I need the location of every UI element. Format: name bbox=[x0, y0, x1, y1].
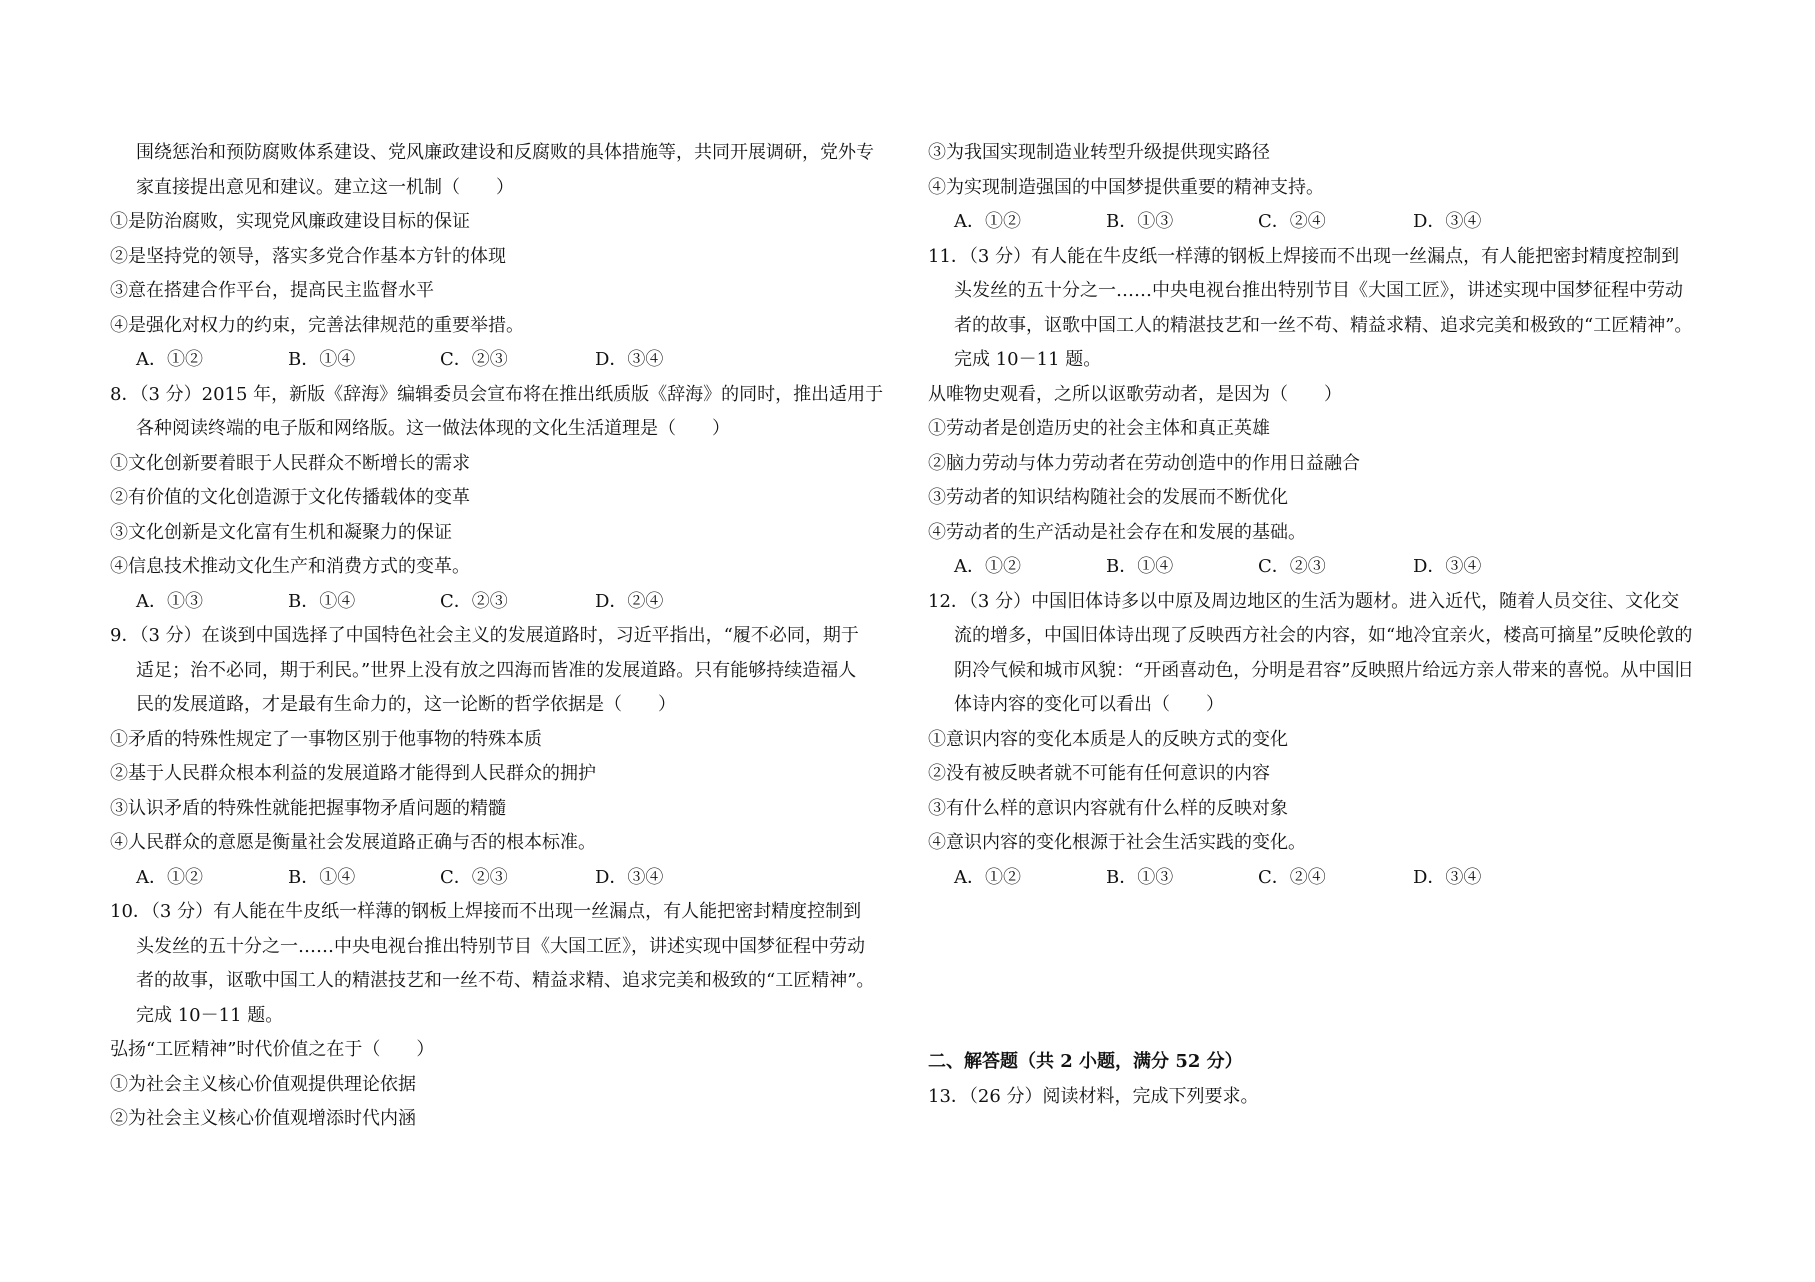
question-11-stem: 11．（3 分）有人能在牛皮纸一样薄的钢板上焊接而不出现一丝漏点，有人能把密封精度控制到 bbox=[928, 245, 1680, 267]
question-12-statement: ①意识内容的变化本质是人的反映方式的变化 bbox=[928, 728, 1288, 750]
question-11-text-line: 完成 10－11 题。 bbox=[954, 349, 1102, 370]
question-10-text-line: 者的故事，讴歌中国工人的精湛技艺和一丝不苟、精益求精、追求完美和极致的“工匠精神”。 bbox=[136, 970, 875, 991]
question-7-statement: ④是强化对权力的约束，完善法律规范的重要举措。 bbox=[110, 314, 524, 336]
question-8-statement: ④信息技术推动文化生产和消费方式的变革。 bbox=[110, 556, 470, 577]
question-12-text-line: 阴冷气候和城市风貌：“开函喜动色，分明是君容”反映照片给远方亲人带来的喜悦。从中国旧 bbox=[954, 659, 1693, 681]
question-12-stem: 12．（3 分）中国旧体诗多以中原及周边地区的生活为题材。进入近代，随着人员交往、文化交 bbox=[928, 590, 1680, 612]
section-gap bbox=[928, 895, 1718, 1045]
option-a: A．①③ bbox=[136, 590, 203, 612]
question-10-statement: ④为实现制造强国的中国梦提供重要的精神支持。 bbox=[928, 176, 1324, 198]
question-9-text-line: 适足；治不必同，期于利民。”世界上没有放之四海而皆准的发展道路。只有能够持续造福人 bbox=[136, 659, 857, 681]
option-a: A．①② bbox=[954, 556, 1021, 577]
option-d: D．③④ bbox=[595, 866, 664, 888]
question-11-prompt: 从唯物史观看，之所以讴歌劳动者，是因为（ ） bbox=[928, 383, 1342, 405]
question-9-text-line: 民的发展道路，才是最有生命力的，这一论断的哲学依据是（ ） bbox=[136, 694, 676, 715]
option-c: C．②④ bbox=[1258, 211, 1326, 232]
question-9-statement: ①矛盾的特殊性规定了一事物区别于他事物的特殊本质 bbox=[110, 728, 542, 750]
question-7-text-line: 家直接提出意见和建议。建立这一机制（ ） bbox=[136, 176, 514, 198]
option-a: A．①② bbox=[954, 866, 1021, 888]
option-b: B．①③ bbox=[1106, 866, 1174, 888]
option-a: A．①② bbox=[136, 866, 203, 888]
question-12-text-line: 流的增多，中国旧体诗出现了反映西方社会的内容，如“地冷宜亲火，楼高可摘星”反映伦敦的 bbox=[954, 625, 1693, 646]
question-9-statement: ④人民群众的意愿是衡量社会发展道路正确与否的根本标准。 bbox=[110, 832, 596, 853]
question-12-statement: ②没有被反映者就不可能有任何意识的内容 bbox=[928, 763, 1270, 784]
option-a: A．①② bbox=[136, 349, 203, 370]
option-b: B．①④ bbox=[288, 866, 356, 888]
question-12-options bbox=[928, 861, 1718, 896]
question-10-statement: ②为社会主义核心价值观增添时代内涵 bbox=[110, 1108, 416, 1129]
right-column bbox=[928, 136, 1718, 1114]
question-9-statement: ②基于人民群众根本利益的发展道路才能得到人民群众的拥护 bbox=[110, 763, 596, 784]
question-11-text-line: 头发丝的五十分之一……中央电视台推出特别节目《大国工匠》，讲述实现中国梦征程中劳动 bbox=[954, 280, 1683, 301]
question-10-text-line: 头发丝的五十分之一……中央电视台推出特别节目《大国工匠》，讲述实现中国梦征程中劳动 bbox=[136, 935, 865, 957]
question-7-text-line: 围绕惩治和预防腐败体系建设、党风廉政建设和反腐败的具体措施等，共同开展调研，党外专 bbox=[136, 142, 874, 163]
question-11-statement: ④劳动者的生产活动是社会存在和发展的基础。 bbox=[928, 521, 1306, 543]
question-11-options bbox=[928, 550, 1718, 585]
question-9-statement: ③认识矛盾的特殊性就能把握事物矛盾问题的精髓 bbox=[110, 797, 506, 819]
question-12-statement: ④意识内容的变化根源于社会生活实践的变化。 bbox=[928, 832, 1306, 853]
question-7-options bbox=[110, 343, 900, 378]
option-b: B．①③ bbox=[1106, 211, 1174, 232]
question-7-statement: ①是防治腐败，实现党风廉政建设目标的保证 bbox=[110, 211, 470, 232]
question-7-statement: ②是坚持党的领导，落实多党合作基本方针的体现 bbox=[110, 245, 506, 267]
question-12-statement: ③有什么样的意识内容就有什么样的反映对象 bbox=[928, 797, 1288, 819]
question-8-stem: 8．（3 分）2015 年，新版《辞海》编辑委员会宣布将在推出纸质版《辞海》的同时，推出适用于 bbox=[110, 383, 884, 405]
question-10-prompt: 弘扬“工匠精神”时代价值之在于（ ） bbox=[110, 1039, 435, 1060]
option-c: C．②③ bbox=[1258, 556, 1326, 577]
option-b: B．①④ bbox=[1106, 556, 1174, 577]
option-b: B．①④ bbox=[288, 349, 356, 370]
option-a: A．①② bbox=[954, 211, 1021, 232]
question-11-text-line: 者的故事，讴歌中国工人的精湛技艺和一丝不苟、精益求精、追求完美和极致的“工匠精神”。 bbox=[954, 314, 1693, 336]
question-10-options bbox=[928, 205, 1718, 240]
section-2-heading: 二、解答题（共 2 小题，满分 52 分） bbox=[928, 1051, 1243, 1072]
question-12-text-line: 体诗内容的变化可以看出（ ） bbox=[954, 694, 1224, 715]
option-d: D．③④ bbox=[1413, 866, 1482, 888]
question-8-text-line: 各种阅读终端的电子版和网络版。这一做法体现的文化生活道理是（ ） bbox=[136, 418, 730, 439]
question-10-statement: ①为社会主义核心价值观提供理论依据 bbox=[110, 1073, 416, 1095]
question-11-statement: ③劳动者的知识结构随社会的发展而不断优化 bbox=[928, 487, 1288, 508]
question-10-statement: ③为我国实现制造业转型升级提供现实路径 bbox=[928, 142, 1270, 163]
option-b: B．①④ bbox=[288, 590, 356, 612]
option-c: C．②③ bbox=[440, 349, 508, 370]
question-8-statement: ③文化创新是文化富有生机和凝聚力的保证 bbox=[110, 521, 452, 543]
question-11-statement: ①劳动者是创造历史的社会主体和真正英雄 bbox=[928, 418, 1270, 439]
option-d: D．③④ bbox=[1413, 556, 1482, 577]
option-c: C．②③ bbox=[440, 590, 508, 612]
option-d: D．③④ bbox=[1413, 211, 1482, 232]
question-10-stem: 10．（3 分）有人能在牛皮纸一样薄的钢板上焊接而不出现一丝漏点，有人能把密封精度控制到 bbox=[110, 901, 862, 922]
question-8-options bbox=[110, 585, 900, 620]
option-d: D．③④ bbox=[595, 349, 664, 370]
question-9-options bbox=[110, 861, 900, 896]
question-10-text-line: 完成 10－11 题。 bbox=[136, 1004, 284, 1026]
left-column bbox=[110, 136, 900, 1137]
question-9-stem: 9．（3 分）在谈到中国选择了中国特色社会主义的发展道路时，习近平指出，“履不必同，期于 bbox=[110, 625, 859, 646]
question-8-statement: ①文化创新要着眼于人民群众不断增长的需求 bbox=[110, 452, 470, 474]
option-d: D．②④ bbox=[595, 590, 664, 612]
option-c: C．②④ bbox=[1258, 866, 1326, 888]
question-7-statement: ③意在搭建合作平台，提高民主监督水平 bbox=[110, 280, 434, 301]
question-13-stem: 13．（26 分）阅读材料，完成下列要求。 bbox=[928, 1085, 1259, 1107]
question-8-statement: ②有价值的文化创造源于文化传播载体的变革 bbox=[110, 487, 470, 508]
option-c: C．②③ bbox=[440, 866, 508, 888]
question-11-statement: ②脑力劳动与体力劳动者在劳动创造中的作用日益融合 bbox=[928, 452, 1360, 474]
